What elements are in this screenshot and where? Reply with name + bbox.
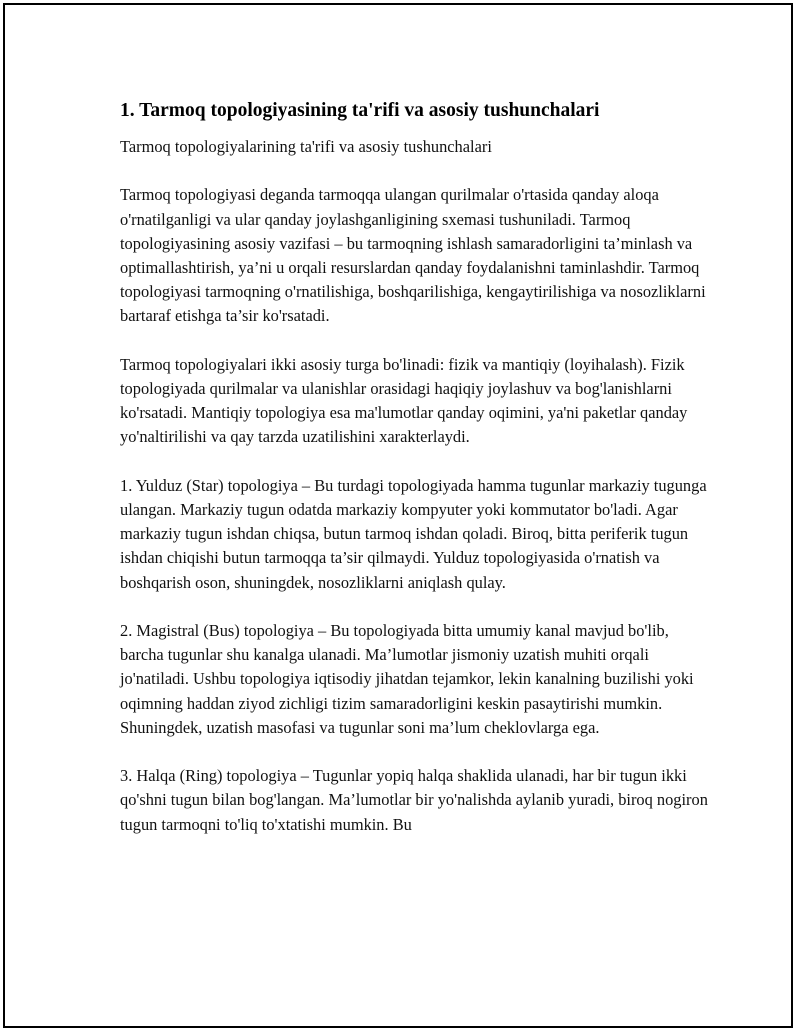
document-body — [120, 97, 710, 837]
paragraph-definition: Tarmoq topologiyasi deganda tarmoqqa ulangan qurilmalar o'rtasida qanday aloqa o'rnatilganligi va ular qanday joylashganligining sxemasi tushuniladi. Tarmoq topologiyasining asosiy vazifasi – bu tarmoqning ishlash samaradorligini ta’minlash va optimallashtirish, ya’ni u orqali resurslardan qanday foydalanishni taminlashdir. Tarmoq topologiyasi tarmoqning o'rnatilishiga, boshqarilishiga, kengaytirilishiga va nosozliklarni bartaraf etishga ta’sir ko'rsatadi. — [120, 185, 706, 326]
document-page — [3, 3, 793, 1028]
document-title: 1. Tarmoq topologiyasining ta'rifi va asosiy tushunchalari — [120, 100, 600, 121]
paragraph-types: Tarmoq topologiyalari ikki asosiy turga bo'linadi: fizik va mantiqiy (loyihalash). Fizik topologiyada qurilmalar va ulanishlar orasidagi haqiqiy joylashuv va bog'lanishlarni ko'rsatadi. Mantiqiy topologiya esa ma'lumotlar qanday oqimini, ya'ni paketlar qanday yo'naltirilishi va qay tarzda uzatilishini xarakterlaydi. — [120, 354, 688, 447]
paragraph-star-topology: 1. Yulduz (Star) topologiya – Bu turdagi topologiyada hamma tugunlar markaziy tugunga ulangan. Markaziy tugun odatda markaziy kompyuter yoki kommutator bo'ladi. Agar markaziy tugun ishdan chiqsa, butun tarmoq ishdan qoladi. Biroq, bitta periferik tugun ishdan chiqishi butun tarmoqqa ta’sir qilmaydi. Yulduz topologiyasida o'rnatish va boshqarish oson, shuningdek, nosozliklarni aniqlash qulay. — [120, 475, 707, 592]
paragraph-bus-topology: 2. Magistral (Bus) topologiya – Bu topologiyada bitta umumiy kanal mavjud bo'lib, barcha tugunlar shu kanalga ulanadi. Ma’lumotlar jismoniy uzatish muhiti orqali jo'natiladi. Ushbu topologiya iqtisodiy jihatdan tejamkor, lekin kanalning buzilishi yoki oqimning haddan ziyod zichligi tizim samaradorligini keskin pasaytirishi mumkin. Shuningdek, uzatish masofasi va tugunlar soni ma’lum cheklovlarga ega. — [120, 621, 694, 737]
document-subtitle: Tarmoq topologiyalarining ta'rifi va asosiy tushunchalari — [120, 137, 492, 156]
paragraph-ring-topology: 3. Halqa (Ring) topologiya – Tugunlar yopiq halqa shaklida ulanadi, har bir tugun ikki qo'shni tugun bilan bog'langan. Ma’lumotlar bir yo'nalishda aylanib yuradi, biroq nogiron tugun tarmoqni to'liq to'xtatishi mumkin. Bu — [120, 766, 708, 834]
